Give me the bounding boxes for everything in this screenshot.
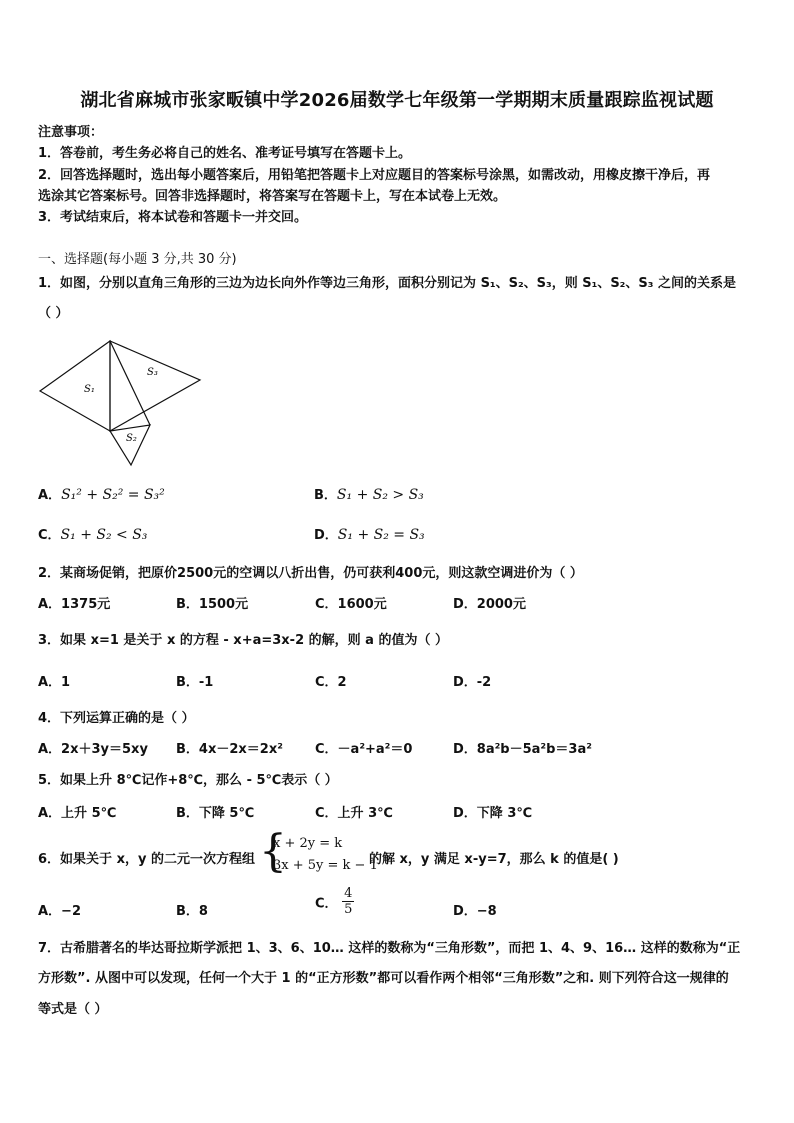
equation-2: 3x + 5y = k − 1 <box>273 858 378 873</box>
question-1-text: 1．如图，分别以直角三角形的三边为边长向外作等边三角形，面积分别记为 S₁、S₂、S₃，则 S₁、S₂、S₃ 之间的关系是 <box>38 276 736 291</box>
page-title: 湖北省麻城市张家畈镇中学2026届数学七年级第一学期期末质量跟踪监视试题 <box>80 90 714 111</box>
fraction-denominator: 5 <box>344 902 353 917</box>
q3-option-b[interactable]: B．-1 <box>176 675 214 690</box>
triangle-s3 <box>110 341 200 431</box>
option-formula: S₁ + S₂ = S₃ <box>337 527 425 543</box>
equation-1: x + 2y = k <box>273 836 343 851</box>
question-1-bracket: （ ） <box>38 306 69 321</box>
q3-option-a[interactable]: A．1 <box>38 675 71 690</box>
q4-option-d[interactable]: D．8a²b－5a²b＝3a² <box>453 742 592 757</box>
section-heading: 一、选择题(每小题 3 分,共 30 分) <box>38 252 237 267</box>
q5-option-a[interactable]: A．上升 5℃ <box>38 806 117 821</box>
equation-brace: { <box>259 826 287 877</box>
label-s3: S₃ <box>147 367 158 378</box>
notice-item: 选涂其它答案标号。回答非选择题时，将答案写在答题卡上，写在本试卷上无效。 <box>38 189 507 204</box>
q6-option-d[interactable]: D．−8 <box>453 904 497 919</box>
question-7-text: 等式是（ ） <box>38 1002 108 1017</box>
q3-option-d[interactable]: D．-2 <box>453 675 492 690</box>
label-s2: S₂ <box>126 433 137 444</box>
option-label: C． <box>315 896 338 912</box>
q1-option-d[interactable] <box>314 524 425 543</box>
notice-item: 3．考试结束后，将本试卷和答题卡一并交回。 <box>38 210 308 225</box>
q1-option-a[interactable] <box>38 484 165 503</box>
notice-item: 1．答卷前，考生务必将自己的姓名、准考证号填写在答题卡上。 <box>38 146 412 161</box>
question-7-text: 方形数”. 从图中可以发现，任何一个大于 1 的“正方形数”都可以看作两个相邻“三角形数”之和. 则下列符合这一规律的 <box>38 971 729 986</box>
q6-option-c[interactable] <box>315 886 354 918</box>
q5-option-b[interactable]: B．下降 5℃ <box>176 806 255 821</box>
question-6-prefix: 6．如果关于 x，y 的二元一次方程组 <box>38 852 255 867</box>
option-label: C． <box>38 528 61 543</box>
triangle-figure <box>34 335 209 470</box>
triangle-s2 <box>110 425 150 465</box>
question-3-text: 3．如果 x=1 是关于 x 的方程 - x+a=3x-2 的解，则 a 的值为（ ） <box>38 633 448 648</box>
hypotenuse-line <box>110 341 150 425</box>
q4-option-b[interactable]: B．4x－2x＝2x² <box>176 742 283 757</box>
q3-option-c[interactable]: C．2 <box>315 675 347 690</box>
triangle-s1 <box>40 341 110 431</box>
option-formula: S₁² + S₂² = S₃² <box>61 487 165 503</box>
q4-option-a[interactable]: A．2x＋3y＝5xy <box>38 742 148 757</box>
question-5-text: 5．如果上升 8℃记作+8℃，那么 - 5℃表示（ ） <box>38 773 338 788</box>
q5-option-c[interactable]: C．上升 3℃ <box>315 806 393 821</box>
question-2-text: 2．某商场促销，把原价2500元的空调以八折出售，仍可获利400元，则这款空调进价为（ ） <box>38 566 583 581</box>
q4-option-c[interactable]: C．－a²+a²＝0 <box>315 742 413 757</box>
option-formula: S₁ + S₂ > S₃ <box>336 487 424 503</box>
question-4-text: 4．下列运算正确的是（ ） <box>38 711 195 726</box>
option-label: D． <box>314 528 338 543</box>
q5-option-d[interactable]: D．下降 3℃ <box>453 806 533 821</box>
q2-option-c[interactable]: C．1600元 <box>315 597 387 612</box>
question-6-suffix: 的解 x，y 满足 x-y=7，那么 k 的值是( ) <box>369 852 619 867</box>
question-7-text: 7．古希腊著名的毕达哥拉斯学派把 1、3、6、10… 这样的数称为“三角形数”，而把 1、4、9、16… 这样的数称为“正 <box>38 941 741 956</box>
q6-option-a[interactable]: A．−2 <box>38 904 81 919</box>
option-label: B． <box>314 488 337 503</box>
fraction-numerator: 4 <box>344 886 353 901</box>
notice-heading: 注意事项： <box>38 125 104 140</box>
q6-option-b[interactable]: B．8 <box>176 904 208 919</box>
option-label: A． <box>38 488 62 503</box>
q1-option-c[interactable] <box>38 524 147 543</box>
q2-option-d[interactable]: D．2000元 <box>453 597 526 612</box>
option-formula: S₁ + S₂ < S₃ <box>60 527 148 543</box>
notice-item: 2．回答选择题时，选出每小题答案后，用铅笔把答题卡上对应题目的答案标号涂黑，如需改动，用橡皮擦干净后，再 <box>38 168 711 183</box>
label-s1: S₁ <box>84 384 95 395</box>
q1-option-b[interactable] <box>314 484 424 503</box>
q2-option-a[interactable]: A．1375元 <box>38 597 111 612</box>
q2-option-b[interactable]: B．1500元 <box>176 597 249 612</box>
fraction <box>342 886 354 918</box>
